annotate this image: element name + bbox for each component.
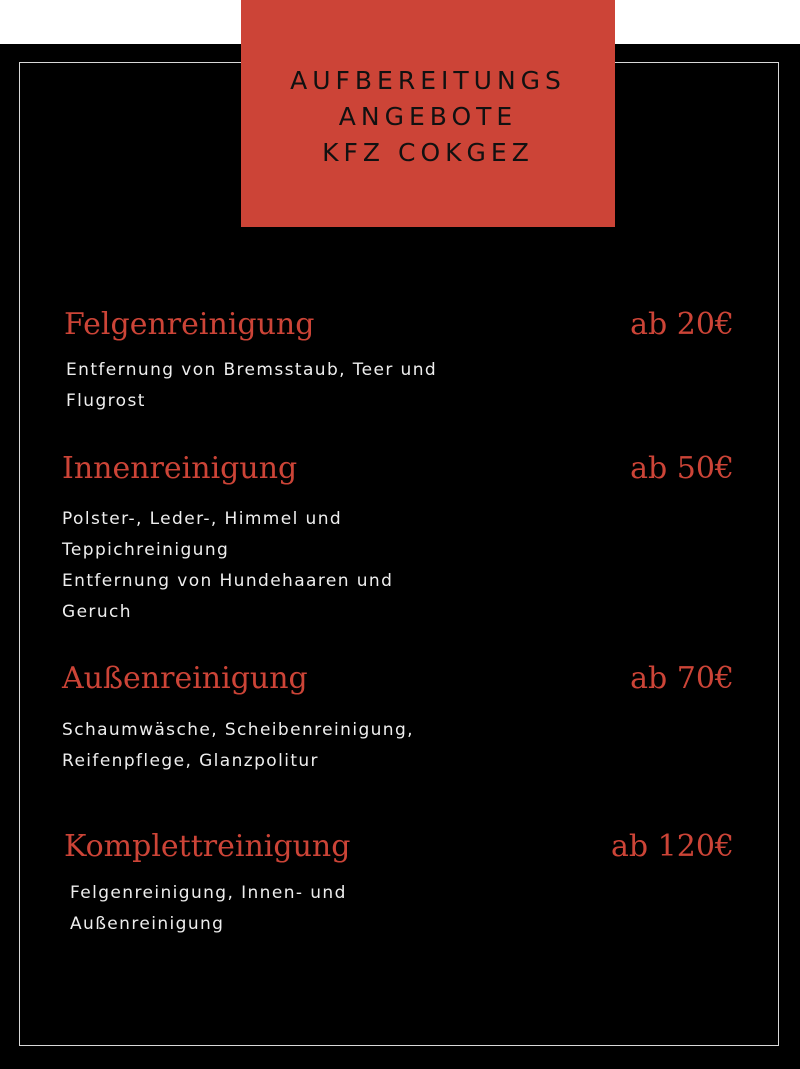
description-line: Polster-, Leder-, Himmel und: [62, 509, 343, 529]
description-line: Felgenreinigung, Innen- und: [70, 883, 347, 903]
service-description: [62, 504, 393, 628]
description-line: Entfernung von Bremsstaub, Teer und: [66, 360, 438, 380]
service-description: [70, 878, 347, 940]
service-description: [66, 355, 437, 417]
service-name: Außenreinigung: [62, 661, 308, 696]
service-name: Innenreinigung: [62, 451, 298, 486]
description-line: Außenreinigung: [70, 914, 225, 934]
service-price: ab 120€: [611, 829, 734, 864]
service-price: ab 70€: [630, 661, 734, 696]
service-name: Komplettreinigung: [64, 829, 351, 864]
service-price: ab 20€: [630, 307, 734, 342]
title-line-3: KFZ COKGEZ: [322, 137, 534, 167]
title-line-2: ANGEBOTE: [338, 101, 518, 131]
service-description: [62, 715, 414, 777]
service-name: Felgenreinigung: [64, 307, 315, 342]
description-line: Geruch: [62, 602, 132, 622]
service-price: ab 50€: [630, 451, 734, 486]
description-line: Reifenpflege, Glanzpolitur: [62, 751, 319, 771]
description-line: Entfernung von Hundehaaren und: [62, 571, 394, 591]
description-line: Teppichreinigung: [62, 540, 230, 560]
title-banner: [241, 0, 615, 227]
title-line-1: AUFBEREITUNGS: [290, 65, 566, 95]
description-line: Schaumwäsche, Scheibenreinigung,: [62, 720, 414, 740]
description-line: Flugrost: [66, 391, 146, 411]
